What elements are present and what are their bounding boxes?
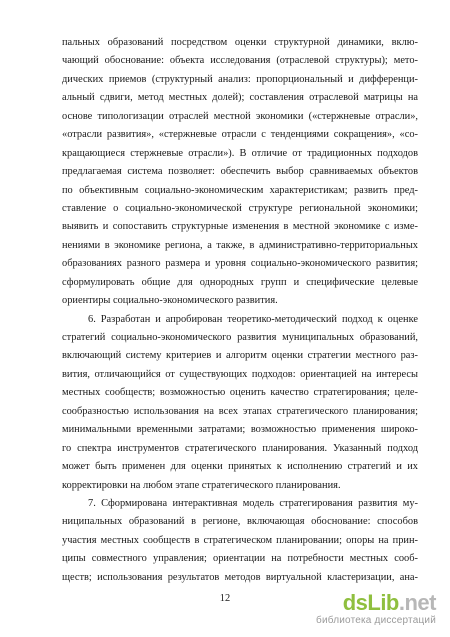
text-line: включающий систему критериев и алгоритм оценки стратегии местного раз- [62, 350, 418, 362]
text-line: сформулировать общие для однородных групп и специфические целевые [62, 276, 418, 288]
text-line: участия местных сообществ в стратегическом планировании; опоры на прин- [62, 534, 418, 546]
watermark-subtitle: библиотека диссертаций [316, 615, 436, 626]
text-line: чающий обоснование: объекта исследования (отраслевой структуры); мето- [62, 55, 418, 67]
text-line: вития, отличающийся от существующих подходов: ориентацией на интересы [62, 368, 418, 380]
text-line: основе типологизации отраслей местной экономики («стержневые отрасли», [62, 110, 418, 122]
text-line: ставление о социально-экономической структуре региональной экономики; [62, 202, 418, 214]
text-line: кращающиеся стержневые отрасли»). В отличие от традиционных подходов [62, 147, 418, 159]
text-line: «отрасли развития», «стержневые отрасли с тенденциями сокращения», «со- [62, 129, 418, 141]
text-line: образованиях разного размера и уровня социально-экономического развития; [62, 258, 418, 270]
text-line: сообразностью использования на всех этапах стратегического планирования; [62, 405, 418, 417]
text-line: 6. Разработан и апробирован теоретико-методический подход к оценке [88, 313, 418, 325]
text-line: альный сдвиги, метод местных долей); составления отраслевой матрицы на [62, 92, 418, 104]
text-line: ориентиры социально-экономического развития. [62, 295, 278, 307]
text-line: выявить и сопоставить структурные изменения в местной экономике с изме- [62, 221, 418, 233]
text-line: стратегий социально-экономического развития муниципальных образований, [62, 332, 418, 343]
text-line: ниципальных образований в регионе, включающая обоснование: способов [62, 516, 418, 528]
text-line: пальных образований посредством оценки структурной динамики, вклю- [62, 37, 418, 48]
text-line: предлагаемая система позволяет: обеспечить выбор сравниваемых объектов [62, 166, 418, 178]
logo-part-2: .net [398, 590, 436, 615]
dslib-logo [343, 591, 436, 615]
logo-part-1: dsLib [342, 590, 399, 615]
text-line: нениями в экономике региона, а также, в административно-территориальных [62, 239, 418, 251]
text-line: по объективным социально-экономическим характеристикам; развить пред- [62, 184, 418, 196]
text-line: минимальными временными затратами; возможностью применения широко- [62, 424, 418, 436]
text-line: 7. Сформирована интерактивная модель стратегирования развития му- [88, 497, 418, 509]
text-line: корректировки на любом этапе стратегического планирования. [62, 479, 341, 491]
body-text [62, 34, 418, 587]
page-number: 12 [219, 593, 231, 604]
text-line: го спектра инструментов стратегического планирования. Указанный подход [62, 442, 418, 454]
text-line: может быть применен для оценки принятых к исполнению стратегий и их [62, 461, 418, 473]
text-line: дических приемов (структурный анализ: пропорциональный и дифференци- [62, 73, 418, 85]
text-line: местных сообществ; возможностью оценить качество стратегирования; целе- [62, 387, 418, 399]
dslib-watermark [318, 591, 436, 631]
text-line: ществ; использования результатов методов виртуальной кластеризации, ана- [62, 571, 418, 583]
text-line: ципы совместного управления; ориентации на потребности местных сооб- [62, 553, 418, 565]
